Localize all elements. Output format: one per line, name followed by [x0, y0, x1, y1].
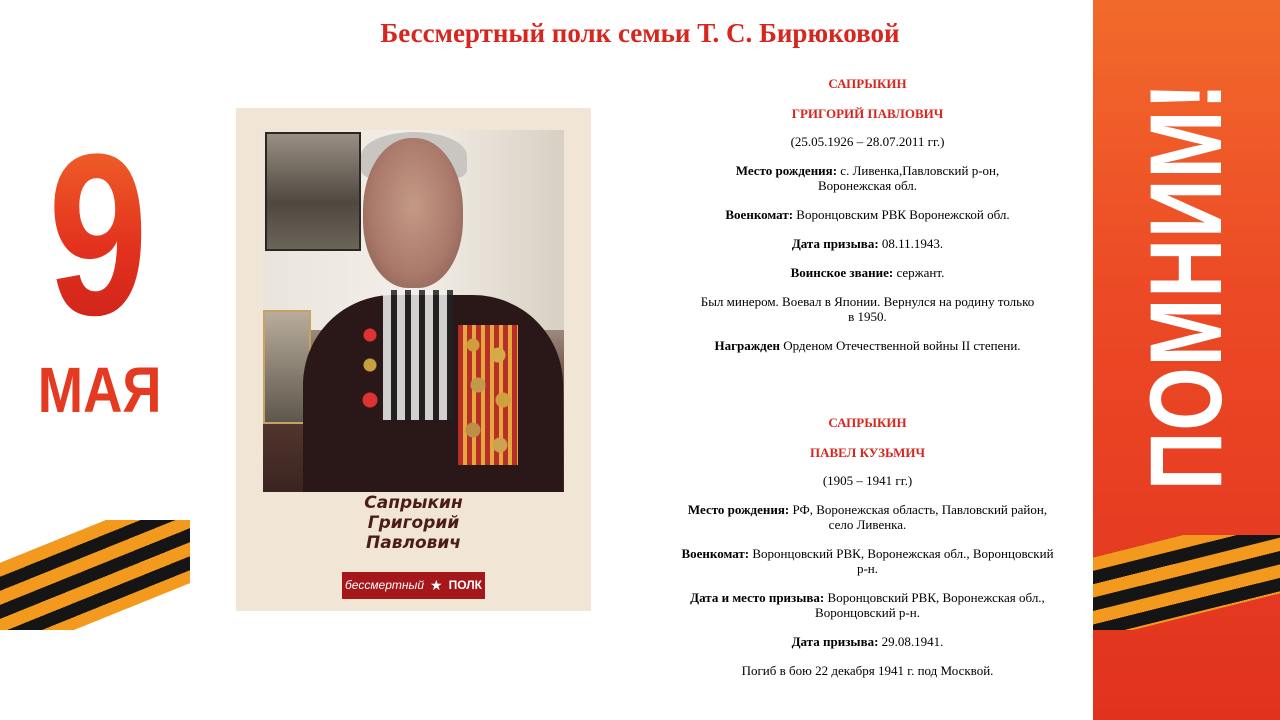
st-george-ribbon-left-icon: [0, 520, 190, 630]
star-icon: ★: [430, 577, 443, 593]
person2-draft-date: Дата призыва: 29.08.1941.: [791, 634, 944, 649]
person1-birthplace: Место рождения: с. Ливенка,Павловский р-он, Воронежская обл.: [735, 163, 1000, 193]
page-title: Бессмертный полк семьи Т. С. Бирюковой: [380, 18, 900, 48]
victory-day-month: МАЯ: [37, 354, 162, 426]
veteran-photo: [263, 130, 564, 492]
person1-info: [650, 76, 1085, 353]
old-portrait-photo: [265, 132, 361, 251]
person1-dates: (25.05.1926 – 28.07.2011 гг.): [790, 134, 945, 149]
victory-day-number: 9: [43, 120, 152, 350]
person1-name: ГРИГОРИЙ ПАВЛОВИЧ: [791, 106, 944, 121]
person2-draft-place: Дата и место призыва: Воронцовский РВК, Воронежская обл., Воронцовский р-н.: [690, 590, 1045, 620]
portrait-card: [236, 108, 591, 611]
person1-draft-date: Дата призыва: 08.11.1943.: [791, 236, 944, 251]
immortal-regiment-logo: бессмертный ★ ПОЛК: [342, 572, 485, 599]
st-george-ribbon-right-icon: [1093, 535, 1280, 630]
orders-icon: [358, 325, 382, 415]
person1-voenkomat: Военкомат: Воронцовским РВК Воронежской обл.: [725, 207, 1010, 222]
medals-icon: [458, 325, 518, 465]
portrait-caption: Сапрыкин Григорий Павлович: [364, 493, 463, 553]
person2-info: [650, 415, 1085, 678]
person1-award: Награжден Орденом Отечественной войны II степени.: [714, 338, 1021, 353]
person2-birthplace: Место рождения: РФ, Воронежская область, Павловский район, село Ливенка.: [687, 502, 1048, 532]
person2-voenkomat: Военкомат: Воронцовский РВК, Воронежская обл., Воронцовский р-н.: [681, 546, 1054, 576]
person1-bio: Был минером. Воевал в Японии. Вернулся на родину только в 1950.: [700, 294, 1035, 324]
remember-text: ПОМНИМ!: [1129, 81, 1243, 491]
person1-rank: Воинское звание: сержант.: [790, 265, 945, 280]
person2-dates: (1905 – 1941 гг.): [822, 473, 913, 488]
person1-surname: САПРЫКИН: [828, 76, 907, 91]
person2-death: Погиб в бою 22 декабря 1941 г. под Москвой.: [741, 663, 994, 678]
person2-surname: САПРЫКИН: [828, 415, 907, 430]
person2-name: ПАВЕЛ КУЗЬМИЧ: [809, 445, 925, 460]
